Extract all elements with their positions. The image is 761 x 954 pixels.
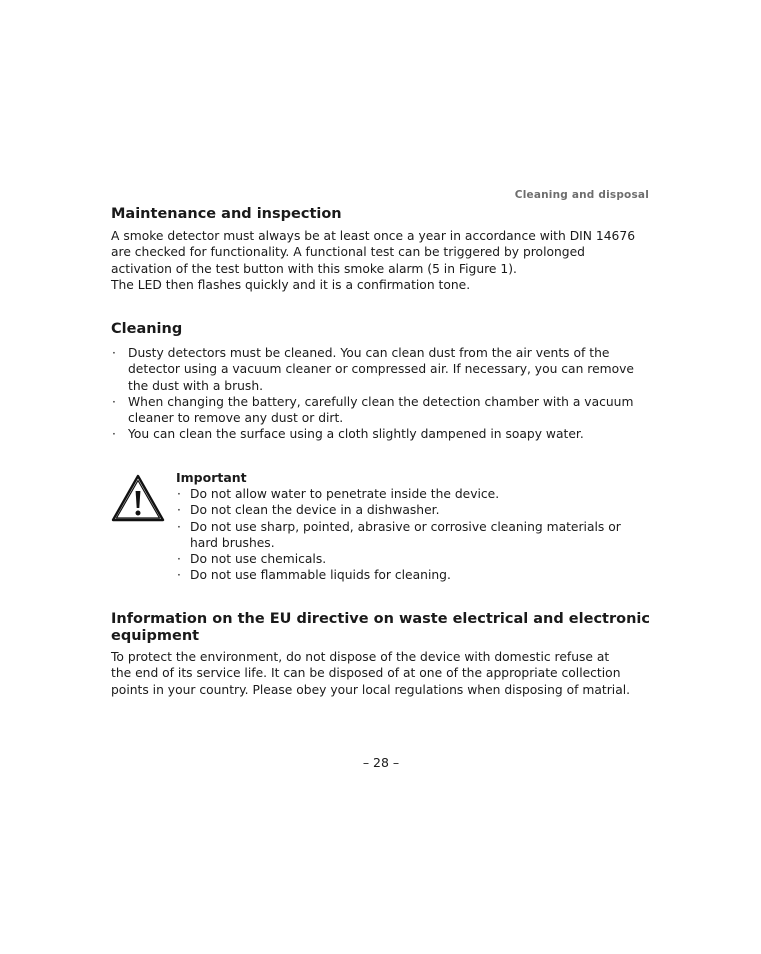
list-item-line: detector using a vacuum cleaner or compressed air. If necessary, you can remove bbox=[128, 362, 634, 377]
important-body bbox=[176, 470, 646, 584]
important-list bbox=[176, 486, 646, 584]
warning-triangle-icon bbox=[111, 474, 165, 522]
bullet-glyph: · bbox=[112, 394, 116, 409]
list-item bbox=[111, 394, 651, 427]
bullet-glyph: · bbox=[177, 568, 181, 583]
list-item-line: the dust with a brush. bbox=[128, 378, 264, 393]
maintenance-heading: Maintenance and inspection bbox=[111, 206, 342, 222]
list-item-line: Do not use sharp, pointed, abrasive or corrosive cleaning materials or bbox=[190, 519, 621, 534]
maintenance-section bbox=[111, 206, 651, 293]
list-item-line: When changing the battery, carefully clean the detection chamber with a vacuum bbox=[128, 394, 634, 409]
list-item-line: Dusty detectors must be cleaned. You can clean dust from the air vents of the bbox=[128, 346, 610, 360]
maintenance-line: The LED then flashes quickly and it is a confirmation tone. bbox=[111, 277, 471, 292]
list-item-line: Do not use flammable liquids for cleaning. bbox=[190, 568, 451, 583]
eu-line: To protect the environment, do not dispose of the device with domestic refuse at bbox=[111, 650, 610, 664]
bullet-glyph: · bbox=[177, 519, 181, 534]
list-item-line: Do not allow water to penetrate inside the device. bbox=[190, 487, 500, 501]
list-item bbox=[176, 551, 646, 567]
list-item bbox=[176, 567, 646, 583]
bullet-glyph: · bbox=[177, 487, 181, 501]
maintenance-line: A smoke detector must always be at least once a year in accordance with DIN 14676 bbox=[111, 229, 636, 243]
eu-heading-line: Information on the EU directive on waste electrical and electronic bbox=[111, 611, 650, 627]
eu-heading-line: equipment bbox=[111, 628, 200, 644]
eu-directive-section bbox=[111, 611, 651, 698]
important-title: Important bbox=[176, 470, 247, 485]
list-item-line: hard brushes. bbox=[190, 535, 275, 550]
cleaning-list bbox=[111, 345, 651, 443]
list-item bbox=[111, 345, 651, 394]
list-item-line: Do not clean the device in a dishwasher. bbox=[190, 503, 440, 518]
list-item-line: You can clean the surface using a cloth slightly dampened in soapy water. bbox=[128, 427, 584, 442]
running-header: Cleaning and disposal bbox=[514, 189, 649, 201]
list-item-line: cleaner to remove any dust or dirt. bbox=[128, 411, 344, 426]
eu-line: the end of its service life. It can be disposed of at one of the appropriate collection bbox=[111, 666, 621, 681]
eu-directive-heading bbox=[111, 611, 651, 645]
manual-page bbox=[111, 0, 651, 954]
maintenance-line: are checked for functionality. A functional test can be triggered by prolonged bbox=[111, 245, 585, 260]
eu-line: points in your country. Please obey your local regulations when disposing of matrial. bbox=[111, 682, 631, 697]
maintenance-paragraph bbox=[111, 228, 651, 293]
list-item bbox=[176, 486, 646, 502]
bullet-glyph: · bbox=[112, 346, 116, 360]
list-item bbox=[111, 426, 651, 442]
list-item bbox=[176, 502, 646, 518]
bullet-glyph: · bbox=[112, 427, 116, 442]
page-number: – 28 – bbox=[362, 755, 400, 770]
bullet-glyph: · bbox=[177, 552, 181, 567]
cleaning-section bbox=[111, 321, 651, 443]
cleaning-heading: Cleaning bbox=[111, 321, 183, 337]
bullet-glyph: · bbox=[177, 503, 181, 518]
list-item bbox=[176, 519, 646, 552]
list-item-line: Do not use chemicals. bbox=[190, 552, 327, 567]
maintenance-line: activation of the test button with this smoke alarm (5 in Figure 1). bbox=[111, 261, 517, 276]
eu-directive-paragraph bbox=[111, 649, 651, 698]
